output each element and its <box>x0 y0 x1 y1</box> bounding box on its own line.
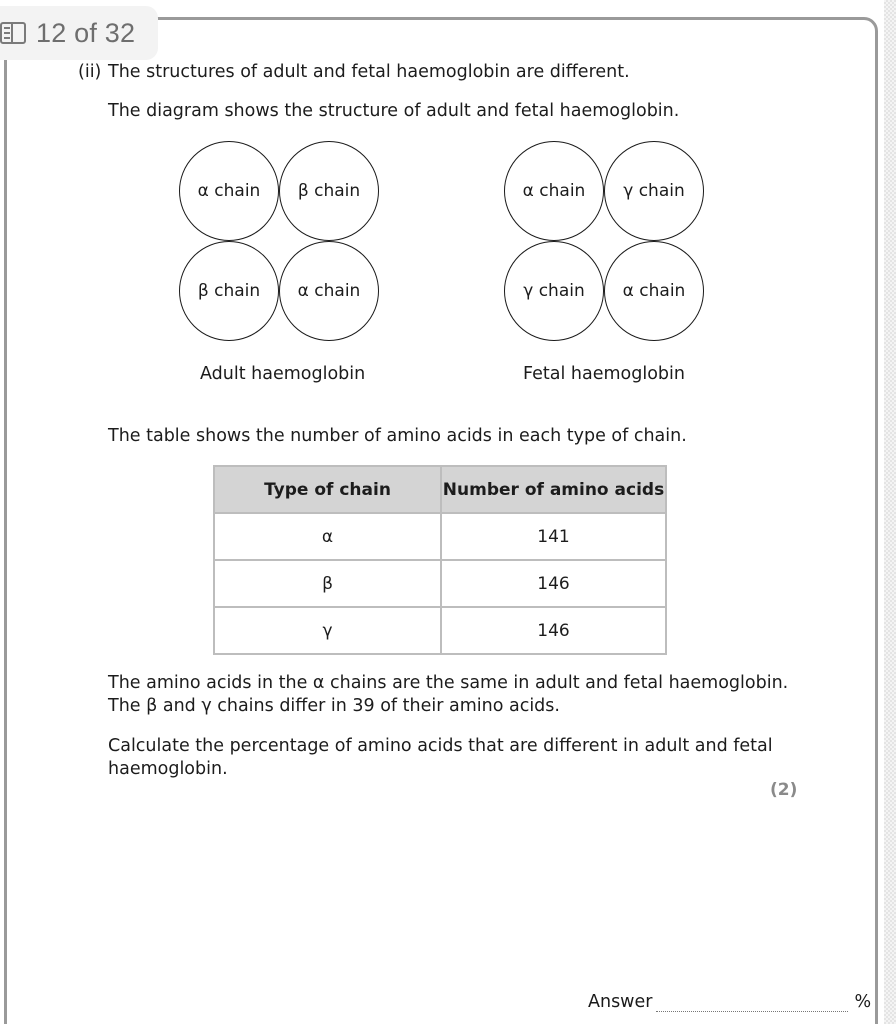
page-indicator[interactable] <box>0 6 158 60</box>
chain-circle: γ chain <box>604 141 704 241</box>
amino-acid-count-cell: 146 <box>441 560 666 607</box>
page-thumbnails-icon[interactable] <box>0 22 26 44</box>
question-intro: The structures of adult and fetal haemoglobin are different. <box>108 62 630 82</box>
info-line-2: The β and γ chains differ in 39 of their amino acids. <box>108 696 560 716</box>
table-header-row <box>214 466 666 513</box>
task-line-1: Calculate the percentage of amino acids that are different in adult and fetal <box>108 736 773 756</box>
adult-diagram-label: Adult haemoglobin <box>200 364 366 384</box>
chain-circle: α chain <box>279 241 379 341</box>
chain-circle: γ chain <box>504 241 604 341</box>
column-header: Type of chain <box>214 466 441 513</box>
info-line-1: The amino acids in the α chains are the same in adult and fetal haemoglobin. <box>108 673 789 693</box>
chain-circle: α chain <box>179 141 279 241</box>
answer-field[interactable] <box>656 996 848 1012</box>
part-label: (ii) <box>78 62 102 82</box>
column-header: Number of amino acids <box>441 466 666 513</box>
chain-type-cell: β <box>214 560 441 607</box>
chain-type-cell: α <box>214 513 441 560</box>
table-intro: The table shows the number of amino acids in each type of chain. <box>108 426 687 446</box>
chain-circle: β chain <box>279 141 379 241</box>
amino-acid-count-cell: 146 <box>441 607 666 654</box>
table-row <box>214 560 666 607</box>
table-row <box>214 607 666 654</box>
marks-label: (2) <box>770 780 798 800</box>
task-line-2: haemoglobin. <box>108 759 228 779</box>
diagram-caption: The diagram shows the structure of adult and fetal haemoglobin. <box>108 101 680 121</box>
amino-acid-count-cell: 141 <box>441 513 666 560</box>
answer-unit: % <box>854 992 872 1012</box>
table-row <box>214 513 666 560</box>
answer-label: Answer <box>588 992 653 1012</box>
fetal-diagram-label: Fetal haemoglobin <box>523 364 685 384</box>
chain-type-cell: γ <box>214 607 441 654</box>
chain-circle: α chain <box>504 141 604 241</box>
answer-row <box>588 992 871 1012</box>
amino-acid-table <box>213 465 667 655</box>
chain-circle: α chain <box>604 241 704 341</box>
page-indicator-label: 12 of 32 <box>36 17 136 48</box>
scroll-track[interactable] <box>884 0 896 1024</box>
chain-circle: β chain <box>179 241 279 341</box>
